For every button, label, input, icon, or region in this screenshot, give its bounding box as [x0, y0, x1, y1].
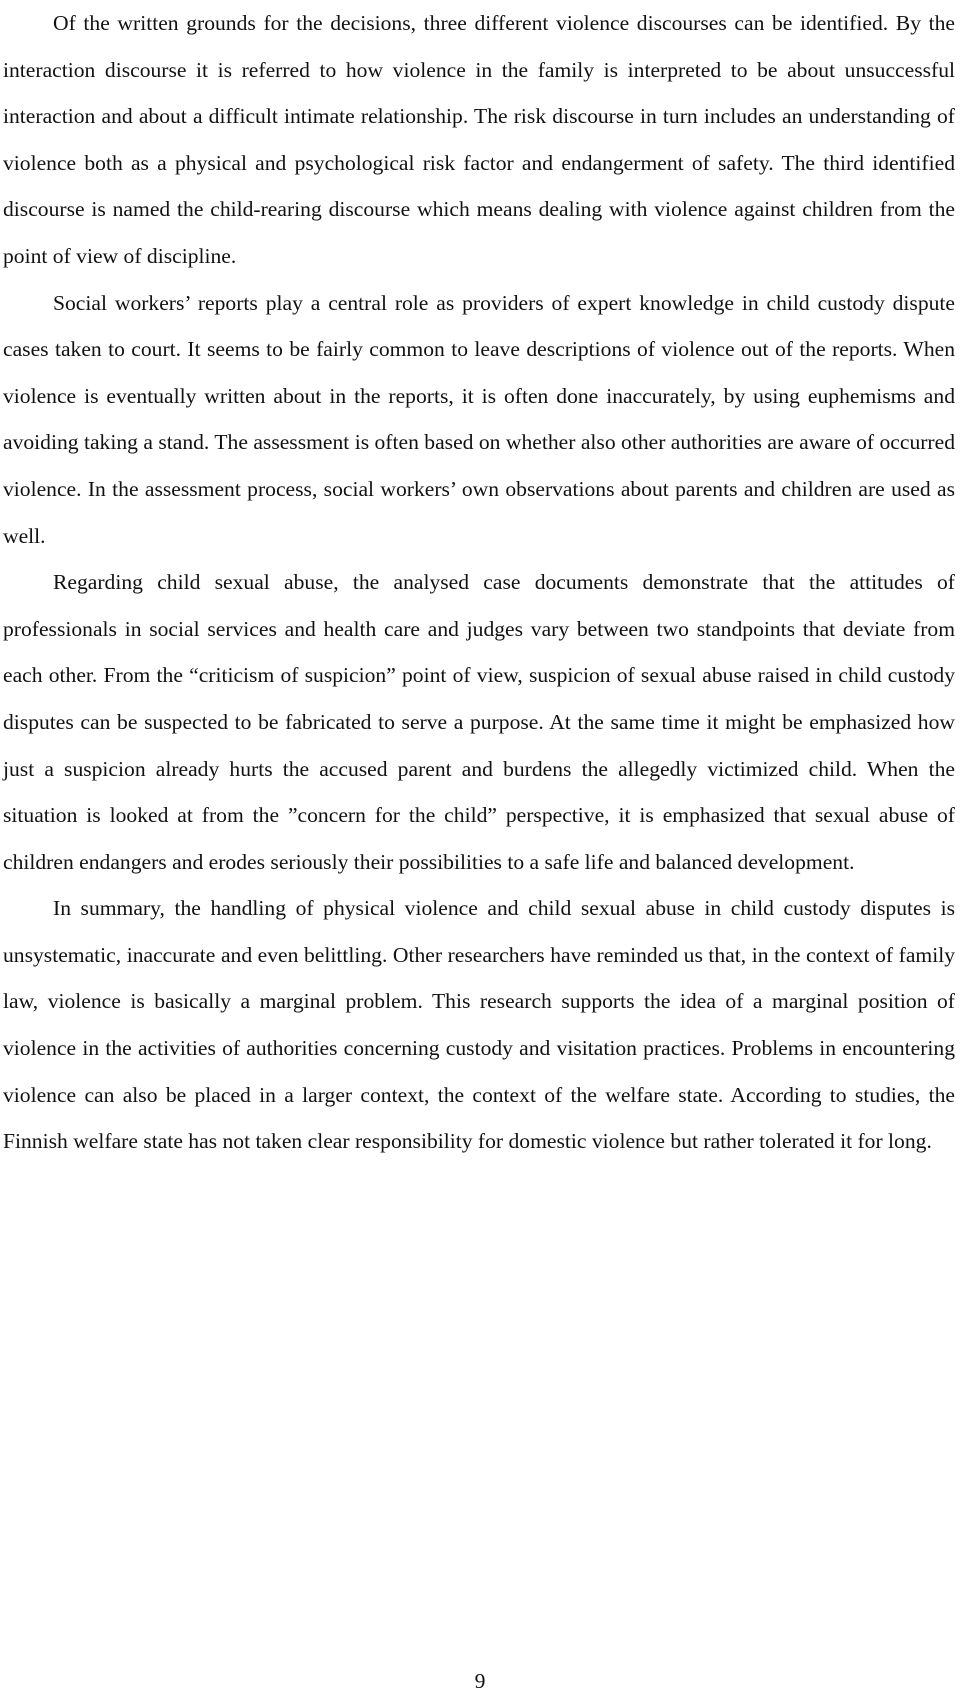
paragraph-child-sexual-abuse: Regarding child sexual abuse, the analysed case documents demonstrate that the attitudes of professionals in social services and health care and judges vary between two standpoints that deviate from each other. From the “criticism of suspicion” point of view, suspicion of sexual abuse raised in child custody disputes can be suspected to be fabricated to serve a purpose. At the same time it might be emphasized how just a suspicion already hurts the accused parent and burdens the allegedly victimized child. When the situation is looked at from the ”concern for the child” perspective, it is emphasized that sexual abuse of children endangers and erodes seriously their possibilities to a safe life and balanced development. [3, 570, 955, 874]
body-text [3, 0, 955, 1165]
paragraph-summary: In summary, the handling of physical violence and child sexual abuse in child custody disputes is unsystematic, inaccurate and even belittling. Other researchers have reminded us that, in the context of family law, violence is basically a marginal problem. This research supports the idea of a marginal position of violence in the activities of authorities concerning custody and visitation practices. Problems in encountering violence can also be placed in a larger context, the context of the welfare state. According to studies, the Finnish welfare state has not taken clear responsibility for domestic violence but rather tolerated it for long. [3, 896, 955, 1154]
paragraph-violence-discourses: Of the written grounds for the decisions, three different violence discourses can be identified. By the interaction discourse it is referred to how violence in the family is interpreted to be about unsuccessful interaction and about a difficult intimate relationship. The risk discourse in turn includes an understanding of violence both as a physical and psychological risk factor and endangerment of safety. The third identified discourse is named the child-rearing discourse which means dealing with violence against children from the point of view of discipline. [3, 11, 955, 268]
paragraph-social-workers-reports: Social workers’ reports play a central role as providers of expert knowledge in child custody dispute cases taken to court. It seems to be fairly common to leave descriptions of violence out of the reports. When violence is eventually written about in the reports, it is often done inaccurately, by using euphemisms and avoiding taking a stand. The assessment is often based on whether also other authorities are aware of occurred violence. In the assessment process, social workers’ own observations about parents and children are used as well. [3, 290, 955, 548]
page-number: 9 [474, 1669, 486, 1693]
